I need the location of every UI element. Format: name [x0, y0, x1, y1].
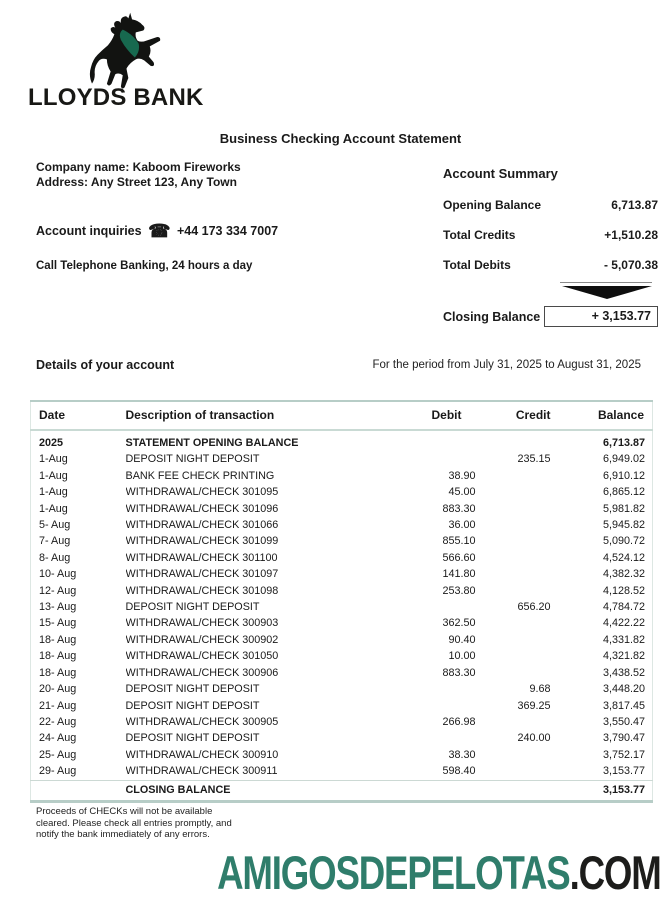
table-row	[31, 583, 653, 599]
closing-balance-label: Closing Balance	[443, 309, 541, 324]
cell-credit	[476, 763, 551, 780]
cell-description: WITHDRAWAL/CHECK 301096	[125, 502, 279, 515]
cell-description: DEPOSIT NIGHT DEPOSIT	[125, 699, 260, 712]
table-row	[31, 501, 653, 517]
company-address-line: Address: Any Street 123, Any Town	[36, 175, 237, 189]
cell-date: 1-Aug	[39, 502, 68, 515]
watermark-green-text: AMIGOSDEPELOTAS	[217, 846, 570, 899]
account-summary-heading: Account Summary	[443, 166, 558, 181]
table-row	[31, 468, 653, 484]
col-header-description: Description of transaction	[126, 401, 346, 430]
cell-balance: 4,331.82	[602, 633, 645, 646]
cell-date: 25- Aug	[39, 748, 77, 761]
cell-credit	[476, 468, 551, 484]
table-row	[31, 648, 653, 664]
col-header-credit: Credit	[476, 401, 551, 430]
table-row	[31, 550, 653, 566]
cell-debit: 855.10	[442, 535, 476, 548]
footnote-line: notify the bank immediately of any errors.	[36, 829, 210, 840]
cell-description: CLOSING BALANCE	[126, 780, 346, 801]
inquiries-phone-number: +44 173 334 7007	[176, 224, 279, 238]
cell-credit: 656.20	[517, 601, 551, 614]
cell-credit: 240.00	[517, 732, 551, 745]
cell-debit: 598.40	[442, 765, 476, 778]
cell-balance: 3,153.77	[602, 765, 645, 778]
down-arrow-icon	[562, 286, 652, 299]
transactions-table	[30, 400, 653, 803]
table-row	[31, 698, 653, 714]
cell-debit	[346, 780, 476, 801]
cell-date: 7- Aug	[39, 535, 71, 548]
cell-balance: 5,981.82	[602, 502, 645, 515]
cell-debit: 883.30	[442, 502, 476, 515]
table-row	[31, 780, 653, 801]
cell-balance: 3,752.17	[602, 748, 645, 761]
cell-description: WITHDRAWAL/CHECK 300911	[125, 765, 278, 778]
cell-description: DEPOSIT NIGHT DEPOSIT	[125, 732, 260, 745]
company-info	[36, 160, 241, 190]
table-row	[31, 632, 653, 648]
cell-credit	[476, 665, 551, 681]
table-row	[31, 714, 653, 730]
cell-description: WITHDRAWAL/CHECK 300906	[125, 666, 279, 679]
cell-date: 24- Aug	[39, 732, 77, 745]
cell-debit	[346, 430, 476, 451]
col-header-balance: Balance	[551, 401, 653, 430]
telephone-icon: ☎	[148, 221, 171, 241]
cell-debit: 883.30	[442, 666, 476, 679]
cell-debit: 38.90	[448, 469, 476, 482]
total-debits-value: - 5,070.38	[603, 258, 658, 272]
cell-balance: 4,524.12	[602, 551, 645, 564]
table-row	[31, 665, 653, 681]
table-row	[31, 747, 653, 763]
company-name-line: Company name: Kaboom Fireworks	[36, 160, 241, 174]
cell-balance: 5,945.82	[602, 519, 645, 532]
table-row	[31, 430, 653, 451]
table-row	[31, 615, 653, 631]
table-row	[31, 763, 653, 780]
cell-date: 18- Aug	[39, 666, 77, 679]
cell-date: 1-Aug	[39, 486, 68, 499]
cell-description: WITHDRAWAL/CHECK 300902	[125, 633, 279, 646]
cell-description: WITHDRAWAL/CHECK 300903	[125, 617, 279, 630]
telephone-banking-line: Call Telephone Banking, 24 hours a day	[36, 260, 253, 272]
cell-credit	[476, 632, 551, 648]
opening-balance-label: Opening Balance	[443, 198, 542, 212]
cell-date	[31, 780, 126, 801]
cell-credit	[476, 550, 551, 566]
cell-credit	[476, 430, 551, 451]
cell-balance: 6,949.02	[602, 453, 645, 466]
cell-balance: 4,128.52	[602, 584, 645, 597]
cell-credit: 235.15	[517, 453, 551, 466]
table-row	[31, 681, 653, 697]
cell-debit: 36.00	[448, 519, 476, 532]
cell-description: STATEMENT OPENING BALANCE	[125, 437, 299, 449]
cell-description: DEPOSIT NIGHT DEPOSIT	[125, 683, 260, 696]
details-heading: Details of your account	[36, 358, 175, 372]
cell-balance: 3,550.47	[602, 715, 645, 728]
total-credits-label: Total Credits	[443, 228, 516, 242]
cell-date: 20- Aug	[39, 683, 77, 696]
table-row	[31, 484, 653, 500]
cell-balance: 6,713.87	[602, 437, 645, 449]
transactions-body	[31, 430, 653, 801]
cell-debit: 141.80	[442, 568, 476, 581]
cell-debit: 266.98	[442, 715, 476, 728]
cell-date: 22- Aug	[39, 715, 77, 728]
cell-balance: 3,448.20	[602, 683, 645, 696]
account-inquiries-line	[36, 221, 278, 242]
cell-credit	[476, 780, 551, 801]
col-header-debit: Debit	[346, 401, 476, 430]
summary-row-opening	[443, 198, 658, 212]
cell-date: 18- Aug	[39, 633, 77, 646]
cell-description: WITHDRAWAL/CHECK 301050	[125, 650, 279, 663]
cell-credit	[476, 566, 551, 582]
cell-date: 15- Aug	[39, 617, 77, 630]
cell-description: WITHDRAWAL/CHECK 301099	[125, 535, 279, 548]
cell-debit	[346, 698, 476, 714]
cell-date: 8- Aug	[39, 551, 71, 564]
cell-credit	[476, 517, 551, 533]
cell-credit	[476, 648, 551, 664]
cell-debit	[346, 730, 476, 746]
cell-credit	[476, 484, 551, 500]
cell-date: 2025	[39, 437, 64, 449]
cell-debit: 45.00	[448, 486, 476, 499]
table-row	[31, 517, 653, 533]
cell-debit: 362.50	[442, 617, 476, 630]
cell-balance: 3,817.45	[602, 699, 645, 712]
total-credits-value: +1,510.28	[604, 228, 658, 242]
cell-date: 18- Aug	[39, 650, 77, 663]
cell-description: DEPOSIT NIGHT DEPOSIT	[125, 601, 260, 614]
summary-row-closing	[443, 306, 658, 327]
cell-balance: 4,422.22	[602, 617, 645, 630]
cell-debit	[346, 599, 476, 615]
cell-description: WITHDRAWAL/CHECK 301100	[125, 551, 278, 564]
cell-balance: 5,090.72	[602, 535, 645, 548]
statement-title: Business Checking Account Statement	[219, 131, 462, 146]
cell-date: 12- Aug	[39, 584, 77, 597]
transactions-header	[31, 401, 653, 430]
cell-credit	[476, 615, 551, 631]
cell-balance: 3,153.77	[551, 780, 653, 801]
table-row	[31, 599, 653, 615]
cell-balance: 4,321.82	[602, 650, 645, 663]
col-header-date: Date	[31, 401, 126, 430]
closing-balance-value: + 3,153.77	[544, 306, 658, 327]
summary-row-debits	[443, 258, 658, 272]
cell-credit	[476, 714, 551, 730]
cell-date: 10- Aug	[39, 568, 77, 581]
footnote-line: Proceeds of CHECKs will not be available	[36, 806, 213, 817]
cell-date: 1-Aug	[39, 453, 68, 466]
cell-balance: 4,784.72	[602, 601, 645, 614]
cell-date: 29- Aug	[39, 765, 77, 778]
cell-balance: 4,382.32	[602, 568, 645, 581]
cell-debit: 38.30	[448, 748, 476, 761]
cell-description: WITHDRAWAL/CHECK 301098	[125, 584, 279, 597]
account-inquiries-label: Account inquiries	[36, 224, 142, 238]
table-row	[31, 533, 653, 549]
cell-description: BANK FEE CHECK PRINTING	[125, 469, 275, 482]
cell-debit	[346, 681, 476, 697]
cell-description: WITHDRAWAL/CHECK 301097	[125, 568, 279, 581]
summary-divider	[560, 282, 652, 283]
cell-debit	[346, 451, 476, 467]
footnote	[36, 806, 232, 841]
cell-description: DEPOSIT NIGHT DEPOSIT	[125, 453, 260, 466]
cell-description: WITHDRAWAL/CHECK 301095	[125, 486, 279, 499]
lloyds-horse-icon	[80, 10, 186, 92]
cell-balance: 3,790.47	[602, 732, 645, 745]
bank-name: LLOYDS BANK	[28, 84, 204, 111]
cell-debit: 90.40	[448, 633, 476, 646]
cell-description: WITHDRAWAL/CHECK 301066	[125, 519, 279, 532]
cell-debit: 10.00	[448, 650, 476, 663]
cell-credit: 369.25	[517, 699, 551, 712]
cell-date: 5- Aug	[39, 519, 71, 532]
site-watermark	[217, 845, 661, 900]
total-debits-label: Total Debits	[443, 258, 511, 272]
table-row	[31, 566, 653, 582]
cell-balance: 3,438.52	[602, 666, 645, 679]
cell-debit: 566.60	[442, 551, 476, 564]
cell-date: 21- Aug	[39, 699, 77, 712]
cell-date: 1-Aug	[39, 469, 68, 482]
cell-credit	[476, 533, 551, 549]
cell-credit	[476, 747, 551, 763]
cell-description: WITHDRAWAL/CHECK 300905	[125, 715, 279, 728]
table-row	[31, 451, 653, 467]
cell-date: 13- Aug	[39, 601, 77, 614]
summary-row-credits	[443, 228, 658, 242]
opening-balance-value: 6,713.87	[611, 198, 658, 212]
table-row	[31, 730, 653, 746]
cell-credit	[476, 501, 551, 517]
cell-credit	[476, 583, 551, 599]
footnote-line: cleared. Please check all entries promptly, and	[36, 817, 232, 829]
cell-description: WITHDRAWAL/CHECK 300910	[125, 748, 279, 761]
account-summary	[443, 166, 658, 327]
cell-balance: 6,865.12	[602, 486, 645, 499]
watermark-black-text: .COM	[569, 846, 661, 899]
cell-balance: 6,910.12	[602, 469, 645, 482]
cell-debit: 253.80	[442, 584, 476, 597]
cell-credit: 9.68	[529, 683, 551, 696]
statement-period: For the period from July 31, 2025 to August 31, 2025	[372, 359, 641, 371]
